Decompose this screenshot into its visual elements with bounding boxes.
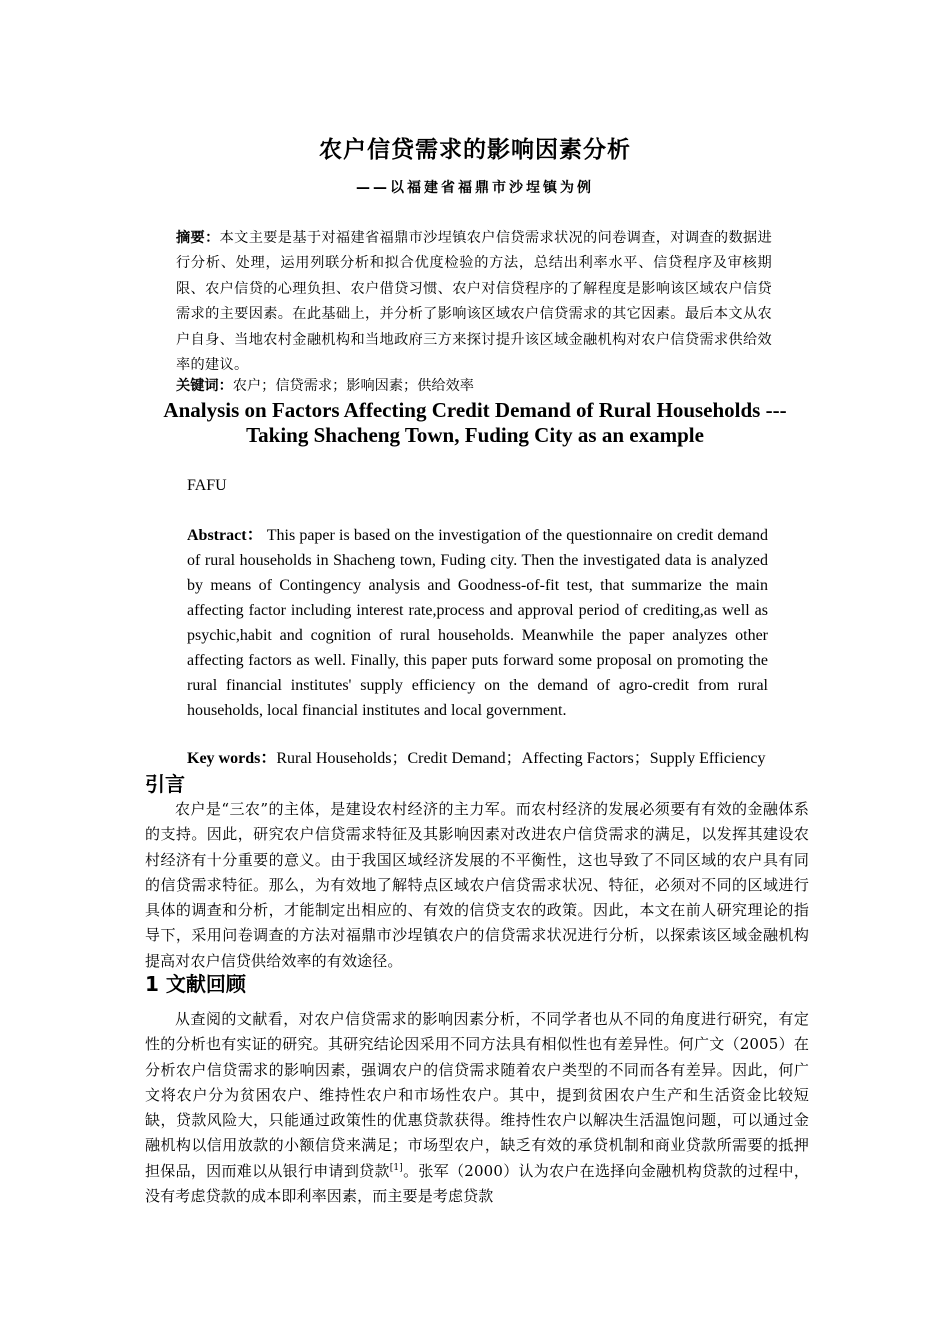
chinese-abstract-label: 摘要： xyxy=(176,230,220,246)
paper-title: 农户信贷需求的影响因素分析 xyxy=(319,137,631,163)
english-abstract-label: Abstract： xyxy=(187,527,263,544)
chinese-keywords xyxy=(176,374,776,398)
literature-review-paragraph xyxy=(145,1007,809,1209)
citation-ref[interactable]: [1] xyxy=(389,1162,403,1173)
intro-heading: 引言 xyxy=(145,772,185,796)
chinese-keywords-label: 关键词： xyxy=(176,378,233,394)
intro-paragraph: 农户是“三农”的主体，是建设农村经济的主力军。而农村经济的发展必须要有有效的金融体系的支持。因此，研究农户信贷需求特征及其影响因素对改进农户信贷需求的满足，以发挥其建设农村经济有十分重要的意义。由于我国区域经济发展的不平衡性，这也导致了不同区域的农户具有同的信贷需求特征。那么，为有效地了解特点区域农户信贷需求状况、特征，必须对不同的区域进行具体的调查和分析，才能制定出相应的、有效的信贷支农的政策。因此，本文在前人研究理论的指导下，采用问卷调查的方法对福鼎市沙埕镇农户的信贷需求状况进行分析，以探索该区域金融机构提高对农户信贷供给效率的有效途径。 xyxy=(145,800,809,970)
chinese-keywords-text: 农户；信贷需求；影响因素；供给效率 xyxy=(232,378,474,394)
paper-subtitle: ——以福建省福鼎市沙埕镇为例 xyxy=(356,180,594,196)
english-title: Analysis on Factors Affecting Credit Demand of Rural Households ---Taking Shacheng Town, Fuding City as an example xyxy=(163,398,787,447)
english-abstract xyxy=(187,523,768,723)
chinese-abstract-text: 本文主要是基于对福建省福鼎市沙埕镇农户信贷需求状况的问卷调查，对调查的数据进行分析、处理，运用列联分析和拟合优度检验的方法，总结出利率水平、信贷程序及审核期限、农户信贷的心理负担、农户借贷习惯、农户对信贷程序的了解程度是影响该区域农户信贷需求的主要因素。在此基础上，并分析了影响该区域农户信贷需求的其它因素。最后本文从农户自身、当地农村金融机构和当地政府三方来探讨提升该区域金融机构对农户信贷需求供给效率的建议。 xyxy=(176,230,773,374)
english-keywords-label: Key words： xyxy=(187,750,277,767)
english-keywords xyxy=(187,748,787,770)
english-keywords-text: Rural Households；Credit Demand；Affecting Factors；Supply Efficiency xyxy=(276,750,766,767)
chinese-abstract xyxy=(176,226,772,378)
english-abstract-text: This paper is based on the investigation of the questionnaire on credit demand of rural households in Shacheng town, Fuding city. Then the investigated data is analyzed by means of Contingency analysis and Goodness-of-fit test, that summarize the main affecting factor including interest rate,process and approval period of crediting,as well as psychic,habit and cognition of rural households. Meanwhile the paper analyzes other affecting factors as well. Finally, this paper puts forward some proposal on promoting the rural financial institutes' supply efficiency on the demand of agro-credit from rural households, local financial institutes and local government. xyxy=(187,527,769,719)
author: FAFU xyxy=(187,477,227,494)
literature-text-part-2: 。张军（2000）认为农户在选择向金融机构贷款的过程中，没有考虑贷款的成本即利率因素，而主要是考虑贷款 xyxy=(145,1161,809,1206)
literature-review-heading: 1 文献回顾 xyxy=(145,972,246,996)
literature-text-part-1: 从查阅的文献看，对农户信贷需求的影响因素分析，不同学者也从不同的角度进行研究，有定性的分析也有实证的研究。其研究结论因采用不同方法具有相似性也有差异性。何广文（2005）在分析农户信贷需求的影响因素，强调农户的信贷需求随着农户类型的不同而各有差异。因此，何广文将农户分为贫困农户、维持性农户和市场性农户。其中，提到贫困农户生产和生活资金比较短缺，贷款风险大，只能通过政策性的优惠贷款获得。维持性农户以解决生活温饱问题，可以通过金融机构以信用放款的小额信贷来满足；市场型农户，缺乏有效的承贷机制和商业贷款所需要的抵押担保品，因而难以从银行申请到贷款 xyxy=(145,1010,809,1180)
